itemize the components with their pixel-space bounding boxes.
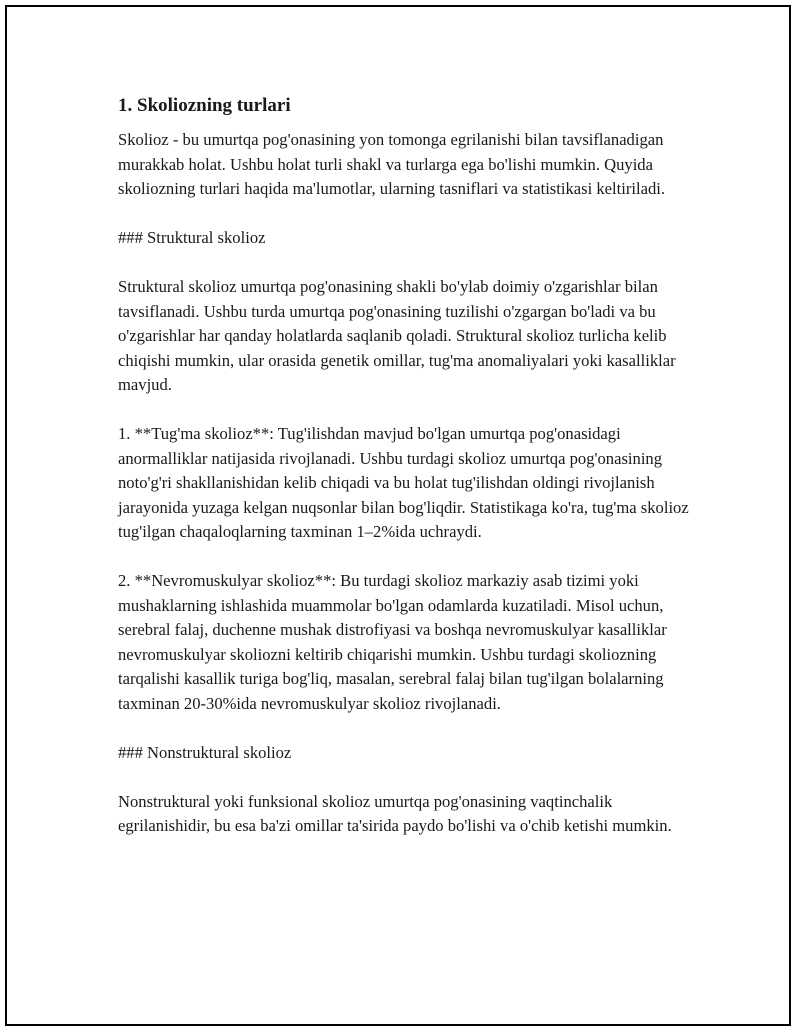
document-body: [118, 94, 698, 839]
section-heading: 1. Skoliozning turlari: [118, 95, 291, 116]
congenital-paragraph: 1. **Tug'ma skolioz**: Tug'ilishdan mavjud bo'lgan umurtqa pog'onasidagi anormalliklar natijasida rivojlanadi. Ushbu turdagi skolioz umurtqa pog'onasining noto'g'ri shakllanishidan kelib chiqadi va bu holat tug'ilishdan oldingi rivojlanish jarayonida yuzaga kelgan nuqsonlar bilan bog'liqdir. Statistikaga ko'ra, tug'ma skolioz tug'ilgan chaqaloqlarning taxminan 1–2%ida uchraydi.: [118, 424, 689, 541]
nonstructural-paragraph: Nonstruktural yoki funksional skolioz umurtqa pog'onasining vaqtinchalik egrilanishidir, bu esa ba'zi omillar ta'sirida paydo bo'lishi va o'chib ketishi mumkin.: [118, 791, 672, 835]
structural-paragraph: Struktural skolioz umurtqa pog'onasining shakli bo'ylab doimiy o'zgarishlar bilan tavsiflanadi. Ushbu turda umurtqa pog'onasining tuzilishi o'zgargan bo'ladi va bu o'zgarishlar har qanday holatlarda saqlanib qoladi. Struktural skolioz turlicha kelib chiqishi mumkin, ular orasida genetik omillar, tug'ma anomaliyalari yoki kasalliklar mavjud.: [118, 277, 676, 394]
subheading-structural: ### Struktural skolioz: [118, 228, 266, 247]
intro-paragraph: Skolioz - bu umurtqa pog'onasining yon tomonga egrilanishi bilan tavsiflanadigan murakkab holat. Ushbu holat turli shakl va turlarga ega bo'lishi mumkin. Quyida skoliozning turlari haqida ma'lumotlar, ularning tasniflari va statistikasi keltiriladi.: [118, 130, 666, 198]
subheading-nonstructural: ### Nonstruktural skolioz: [118, 742, 292, 762]
neuromuscular-paragraph: 2. **Nevromuskulyar skolioz**: Bu turdagi skolioz markaziy asab tizimi yoki mushaklarning ishlashida muammolar bo'lgan odamlarda kuzatiladi. Misol uchun, serebral falaj, duchenne mushak distrofiyasi va boshqa nevromuskulyar kasalliklar nevromuskulyar skoliozni keltirib chiqarishi mumkin. Ushbu turdagi skoliozning tarqalishi kasallik turiga bog'liq, masalan, serebral falaj bilan tug'ilgan bolalarning taxminan 20-30%ida nevromuskulyar skolioz rivojlanadi.: [118, 571, 667, 713]
